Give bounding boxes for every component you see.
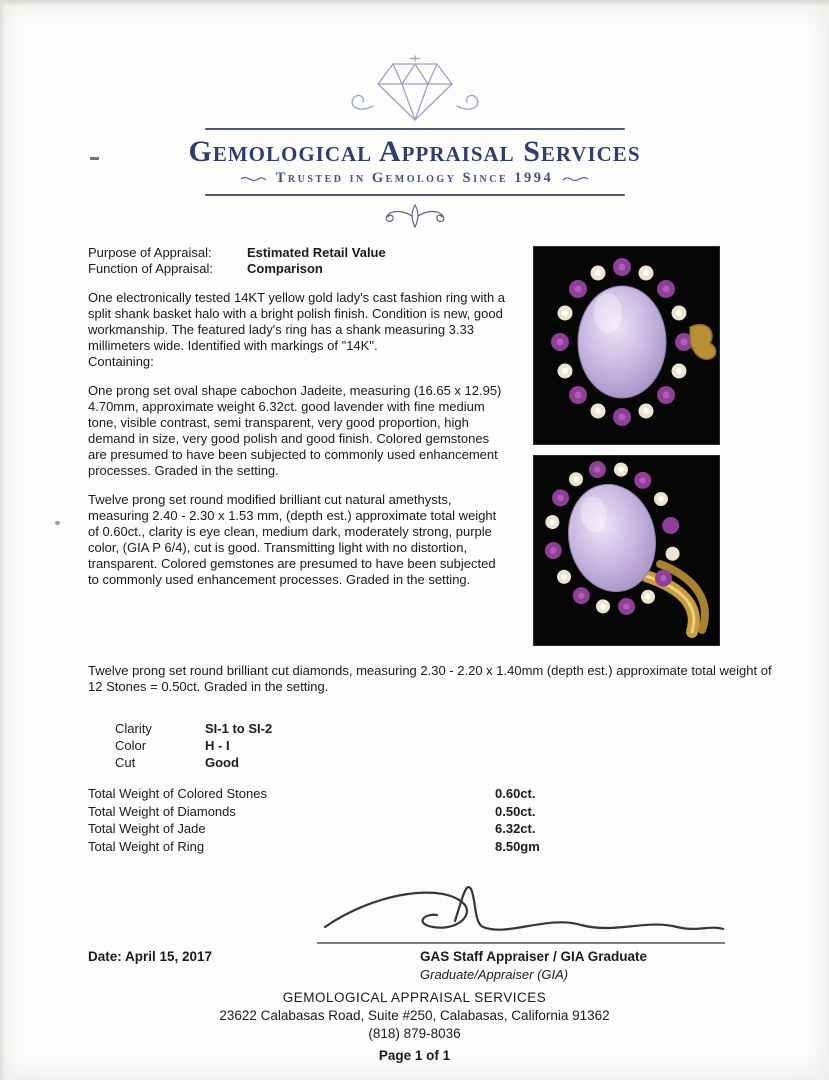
signature-block [0,875,829,985]
appraisal-body [88,245,780,855]
total-value: 6.32ct. [495,821,536,836]
total-label: Total Weight of Jade [88,821,206,836]
ring-photos [534,247,719,657]
appraisal-meta [88,245,508,277]
description-amethysts: Twelve prong set round modified brilliant cut natural amethysts, measuring 2.40 - 2.30 x 1.53 mm, (depth est.) approximate total weight of 0.60ct., clarity is eye clean, medium dark, moderately strong, purple color, (GIA P 6/4), cut is good. Transmitting light with no distortion, transparent. Colored gemstones are presumed to have been subjected to commonly used enhancement processes. Graded in the setting. [88,492,497,587]
diamond-grading-table [115,720,780,771]
purpose-value: Estimated Retail Value [247,245,386,260]
flourish-right-icon [562,174,590,184]
description-jadeite: One prong set oval shape cabochon Jadeite, measuring (16.65 x 12.95) 4.70mm, approximate weight 6.32ct. good lavender with fine medium tone, visible contrast, semi transparent, very good proportion, high demand in size, very good polish and good finish. Colored gemstones are presumed to have been subjected to commonly used enhancement processes. Graded in the setting. [88,383,502,478]
header-rule-bottom [205,194,625,196]
scan-artifact [55,521,60,525]
footer [0,989,829,1065]
diamond-logo-icon [340,54,490,124]
purpose-label: Purpose of Appraisal: [88,245,212,260]
ring-photo-top-view [534,247,719,444]
brand-tagline: Trusted in Gemology Since 1994 [275,170,554,186]
table-row [88,838,780,856]
grading-label: Color [115,738,147,753]
scan-artifact [90,157,99,160]
grading-value: Good [205,755,239,770]
total-value: 8.50gm [495,838,540,854]
page-number: Page 1 of 1 [378,1048,451,1063]
brand-title: Gemological Appraisal Services [188,135,641,168]
description-diamonds: Twelve prong set round brilliant cut diamonds, measuring 2.30 - 2.20 x 1.40mm (depth est.) approximate total weight of 12 Stones = 0.50ct. Graded in the setting. [88,663,772,694]
containing-label: Containing: [88,354,154,369]
function-label: Function of Appraisal: [88,261,214,276]
grading-label: Clarity [115,721,152,736]
footer-address: 23622 Calabasas Road, Suite #250, Calabasas, California 91362 [219,1008,610,1023]
header-rule-top [205,128,625,130]
scan-edge-top [0,0,829,6]
footer-company: GEMOLOGICAL APPRAISAL SERVICES [282,990,547,1005]
weight-totals-table [88,785,780,855]
grading-value: SI-1 to SI-2 [205,721,273,736]
appraiser-title: GAS Staff Appraiser / GIA Graduate [420,949,648,964]
appraiser-credentials [420,949,647,982]
function-value: Comparison [247,261,323,276]
ring-photo-side-view [534,456,719,645]
scroll-ornament-icon [375,203,455,231]
footer-phone: (818) 879-8036 [368,1026,461,1041]
table-row [88,785,780,803]
total-label: Total Weight of Diamonds [88,803,236,819]
grading-value: H - I [205,738,230,753]
appraiser-subtitle: Graduate/Appraiser (GIA) [420,967,569,982]
flourish-left-icon [239,174,267,184]
description-ring: One electronically tested 14KT yellow gold lady's cast fashion ring with a split shank basket halo with a bright polish finish. Condition is new, good workmanship. The featured lady's ring has a shank measuring 3.33 millimeters wide. Identified with markings of "14K". [88,290,506,353]
tagline-row [0,170,829,187]
total-label: Total Weight of Ring [88,838,205,854]
total-value: 0.50ct. [495,803,536,819]
letterhead [0,0,829,231]
appraiser-signature [315,877,730,955]
total-label: Total Weight of Colored Stones [88,786,267,801]
table-row [88,803,780,821]
appraisal-date: Date: April 15, 2017 [88,949,213,964]
grading-label: Cut [115,755,136,770]
total-value: 0.60ct. [495,786,536,801]
table-row [88,820,780,838]
